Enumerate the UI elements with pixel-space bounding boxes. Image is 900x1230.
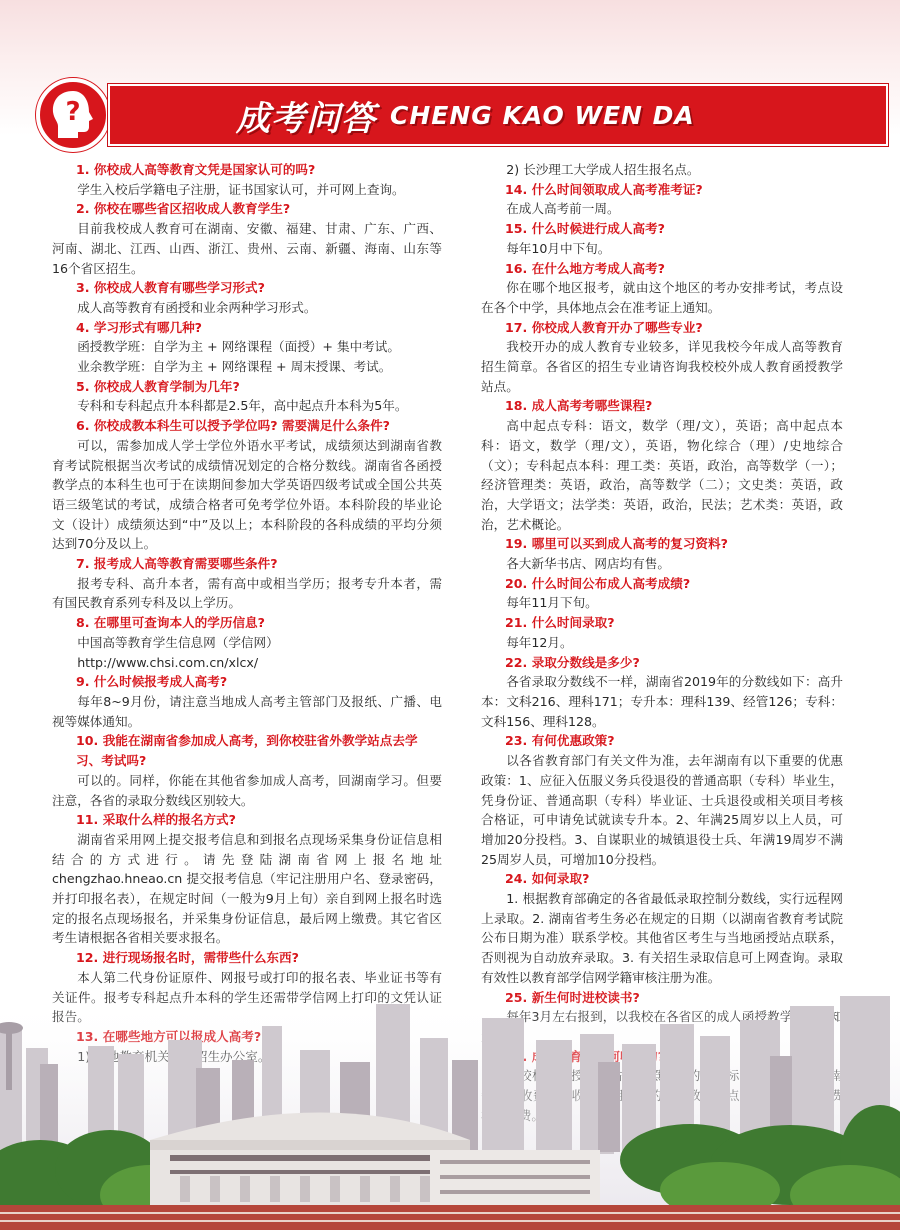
question-heading: 10. 我能在湖南省参加成人高考，到你校驻省外教学站点去学习、考试吗? (76, 733, 418, 769)
left-column (52, 160, 442, 1066)
answer-text: 各省录取分数线不一样，湖南省2019年的分数线如下：高升本：文科216、理科171；专升本：理科139、经管126；专科：文科156、理科128。 (481, 674, 843, 729)
question-heading: 24. 如何录取? (505, 871, 590, 887)
answer-text: http://www.chsi.com.cn/xlcx/ (77, 654, 259, 670)
question-heading: 15. 什么时候进行成人高考? (505, 221, 665, 237)
answer-text: 每年11月下旬。 (506, 595, 598, 611)
question-heading: 18. 成人高考考哪些课程? (505, 398, 653, 414)
answer-text: 以各省教育部门有关文件为准，去年湖南有以下重要的优惠政策：1、应征入伍服义务兵役退役的普通高职（专科）毕业生，凭身份证、普通高职（专科）毕业证、士兵退役或相关项目考核合格证，可申请免试就读专升本。2、年满25周岁以上人员，可增加20分投档。3、自谋职业的城镇退役士兵、年满19周岁不满25周岁人员，可增加10分投档。 (481, 753, 843, 867)
answer-text: 函授教学班：自学为主 + 网络课程（面授）+ 集中考试。 (77, 339, 400, 355)
question-head-icon (48, 88, 98, 142)
answer-text: 你在哪个地区报考，就由这个地区的考办安排考试，考点设在各个中学，具体地点会在准考证上通知。 (481, 280, 843, 315)
qa-item (481, 869, 843, 987)
qa-item (52, 377, 442, 416)
question-heading: 12. 进行现场报名时，需带些什么东西? (76, 950, 299, 966)
question-heading: 22. 录取分数线是多少? (505, 654, 640, 670)
answer-text: 每年10月中下旬。 (506, 240, 611, 256)
qa-item (481, 574, 843, 613)
qa-item (52, 613, 442, 672)
answer-text: 业余教学班：自学为主 + 网络课程 + 周末授课、考试。 (77, 359, 392, 375)
answer-text: 每年8~9月份，请注意当地成人高考主管部门及报纸、广播、电视等媒体通知。 (52, 693, 442, 729)
answer-text: 高中起点专科：语文，数学（理/文），英语；高中起点本科：语文，数学（理/文），英语，物化综合（理）/史地综合（文）；专科起点本科：理工类：英语，政治，高等数学（一）；经济管理类：英语，政治，高等数学（二）；文史类：英语，政治，大学语文；法学类：英语，政治，民法；艺术类：英语，政治，艺术概论。 (481, 418, 843, 532)
question-heading: 3. 你校成人教育有哪些学习形式? (76, 280, 265, 296)
qa-item (481, 180, 843, 219)
answer-text: 学生入校后学籍电子注册，证书国家认可，并可网上查询。 (77, 181, 405, 197)
question-heading: 11. 采取什么样的报名方式? (76, 812, 236, 828)
question-heading: 4. 学习形式有哪几种? (76, 319, 202, 335)
question-heading: 7. 报考成人高等教育需要哪些条件? (76, 556, 278, 572)
question-heading: 14. 什么时间领取成人高考准考证? (505, 181, 703, 197)
question-heading: 17. 你校成人教育开办了哪些专业? (505, 319, 703, 335)
qa-item (481, 396, 843, 534)
question-heading: 16. 在什么地方考成人高考? (505, 260, 665, 276)
answer-text: 2) 长沙理工大学成人招生报名点。 (506, 162, 700, 177)
right-column (481, 160, 843, 1125)
question-heading: 19. 哪里可以买到成人高考的复习资料? (505, 536, 728, 552)
logo-badge (36, 78, 110, 152)
qa-item (52, 416, 442, 554)
answer-text: 报考专科、高升本者，需有高中或相当学历；报考专升本者，需有国民教育系列专科及以上学历。 (52, 575, 442, 611)
campus-skyline-illustration (0, 990, 900, 1230)
qa-item (52, 318, 442, 377)
qa-item (52, 731, 442, 810)
question-heading: 6. 你校成教本科生可以授予学位吗? 需要满足什么条件? (76, 418, 390, 434)
qa-item (52, 199, 442, 278)
qa-item (481, 318, 843, 397)
answer-text: 本人第二代身份证原件、网报号或打印的报名表、毕业证书等有 (77, 969, 442, 985)
svg-text:?: ? (65, 97, 81, 127)
answer-text: 1. 根据教育部确定的各省最低录取控制分数线，实行远程网上录取。2. 湖南省考生务必在规定的日期（以湖南省教育考试院公布日期为准）联系学校。其他省区考生与当地函授站点联系，否则视为自动放弃录取。3. 有关招生录取信息可上网查询。录取有效性以教育部学信网学籍审核注册为准。 (481, 891, 843, 985)
question-heading: 23. 有何优惠政策? (505, 733, 615, 749)
answer-text: 中国高等教育学生信息网（学信网） (77, 634, 279, 650)
question-heading: 2. 你校在哪些省区招收成人教育学生? (76, 201, 291, 217)
answer-text: 每年12月。 (506, 634, 573, 650)
qa-item (481, 259, 843, 318)
qa-item (52, 160, 442, 199)
qa-item (481, 534, 843, 573)
answer-text: 在成人高考前一周。 (506, 201, 620, 217)
answer-text: 各大新华书店、网店均有售。 (506, 556, 670, 572)
qa-item (52, 278, 442, 317)
question-heading: 21. 什么时间录取? (505, 615, 615, 631)
question-heading: 5. 你校成人教育学制为几年? (76, 378, 240, 394)
question-heading: 9. 什么时候报考成人高考? (76, 674, 228, 690)
header-banner (0, 0, 900, 150)
qa-item (481, 219, 843, 258)
qa-item (481, 653, 843, 732)
answer-text: 目前我校成人教育可在湖南、安徽、福建、甘肃、广东、广西、河南、湖北、江西、山西、浙江、贵州、云南、新疆、海南、山东等16个省区招生。 (52, 221, 442, 276)
question-heading: 20. 什么时间公布成人高考成绩? (505, 575, 691, 591)
qa-item (481, 731, 843, 869)
title-chinese: 成考问答 (236, 98, 376, 139)
answer-text: 我校开办的成人教育专业较多，详见我校今年成人高等教育招生简章。各省区的招生专业请咨询我校校外成人教育函授教学站点。 (481, 339, 843, 394)
qa-item (481, 160, 843, 180)
qa-item (52, 554, 442, 613)
question-heading: 8. 在哪里可查询本人的学历信息? (76, 615, 265, 631)
question-heading: 1. 你校成人高等教育文凭是国家认可的吗? (76, 162, 316, 177)
answer-text: 成人高等教育有函授和业余两种学习形式。 (77, 299, 317, 315)
title-bar (108, 84, 888, 146)
answer-text: 可以，需参加成人学士学位外语水平考试，成绩须达到湖南省教育考试院根据当次考试的成绩情况划定的合格分数线。湖南省各函授教学点的本科生也可于在读期间参加大学英语四级考试或全国公共英语三级笔试的考试，成绩合格者可免考学位外语。本科阶段的毕业论文（设计）成绩须达到“中”及以上；本科阶段的各科成绩的平均分须达到70分及以上。 (52, 437, 442, 552)
qa-item (481, 613, 843, 652)
answer-text: 专科和专科起点升本科都是2.5年，高中起点升本科为5年。 (77, 398, 408, 414)
answer-text: 可以的。同样，你能在其他省参加成人高考，回湖南学习。但要注意，各省的录取分数线区别较大。 (52, 772, 442, 808)
answer-text: 湖南省采用网上提交报考信息和到报名点现场采集身份证信息相结合的方式进行。请先登陆湖南省网上报名地址chengzhao.hneao.cn 提交报考信息（牢记注册用户名、登录密码，并打印报名表），在规定时间（一般为9月上旬）亲自到网上报名时选定的报名点现场报名，并采集身份证信息，最后网上缴费。其它省区考生请根据各省相关要求报名。 (52, 831, 442, 946)
qa-item (52, 810, 442, 948)
qa-item (52, 672, 442, 731)
title-english: CHENG KAO WEN DA (390, 100, 695, 130)
